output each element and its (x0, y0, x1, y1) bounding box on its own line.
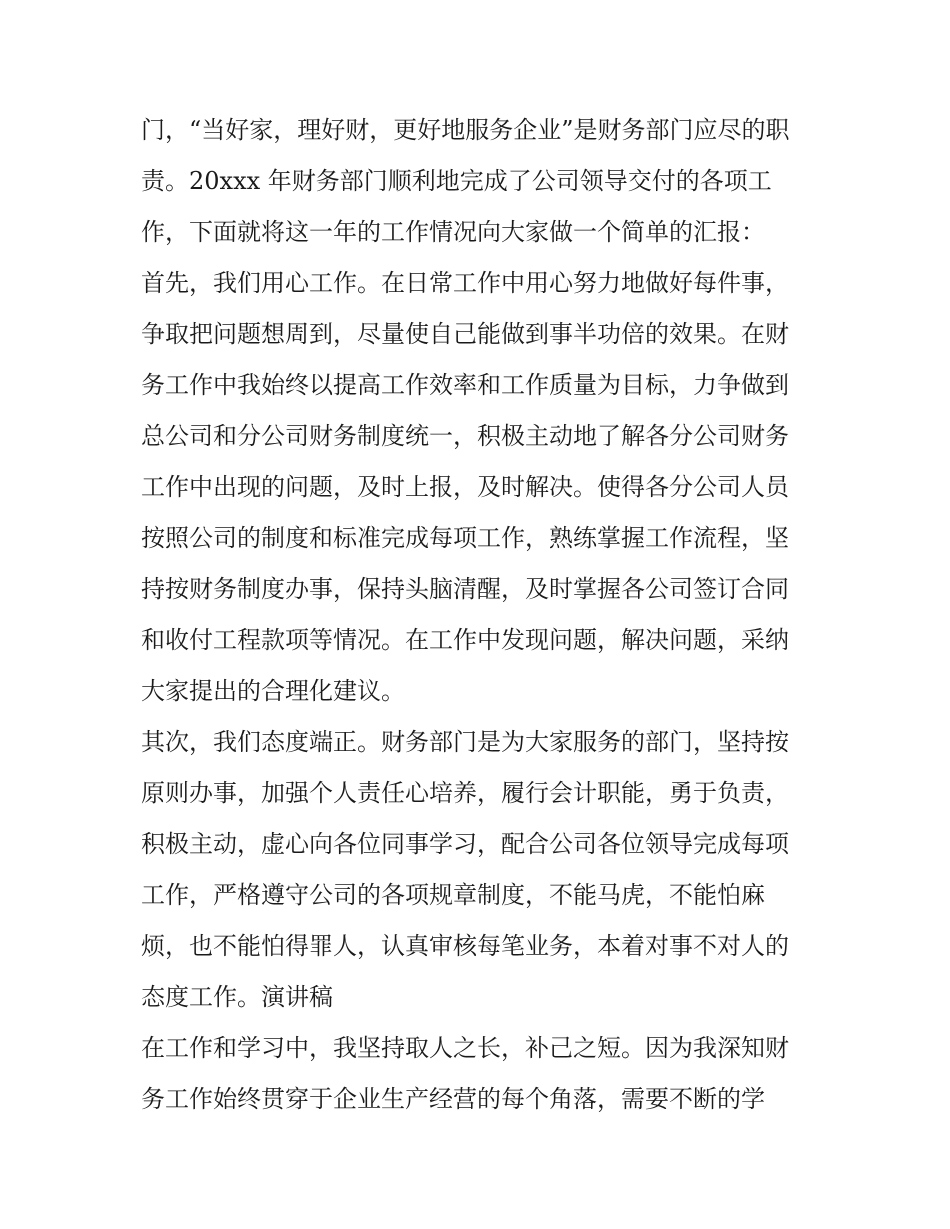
body-text (141, 105, 813, 1125)
text-line: 工作中出现的问题，及时上报，及时解决。使得各分公司人员 (141, 473, 789, 501)
text-line: 责。20xxx 年财务部门顺利地完成了公司领导交付的各项工 (141, 167, 772, 195)
text-line: 烦，也不能怕得罪人，认真审核每笔业务，本着对事不对人的 (141, 932, 789, 960)
text-line: 在工作和学习中，我坚持取人之长，补己之短。因为我深知财 (141, 1034, 789, 1062)
text-line: 务工作中我始终以提高工作效率和工作质量为目标，力争做到 (141, 371, 789, 399)
text-line: 积极主动，虚心向各位同事学习，配合公司各位领导完成每项 (141, 830, 789, 858)
text-line: 务工作始终贯穿于企业生产经营的每个角落，需要不断的学 (141, 1085, 765, 1113)
text-line: 首先，我们用心工作。在日常工作中用心努力地做好每件事， (141, 269, 789, 297)
text-line: 持按财务制度办事，保持头脑清醒，及时掌握各公司签订合同 (141, 575, 789, 603)
text-line: 按照公司的制度和标准完成每项工作，熟练掌握工作流程，坚 (141, 524, 789, 552)
text-line: 工作，严格遵守公司的各项规章制度，不能马虎，不能怕麻 (141, 881, 765, 909)
text-line: 态度工作。演讲稿 (141, 983, 333, 1011)
text-line: 大家提出的合理化建议。 (141, 677, 405, 705)
text-line: 和收付工程款项等情况。在工作中发现问题，解决问题，采纳 (141, 626, 789, 654)
text-line: 其次，我们态度端正。财务部门是为大家服务的部门，坚持按 (141, 728, 789, 756)
text-line: 争取把问题想周到，尽量使自己能做到事半功倍的效果。在财 (141, 320, 789, 348)
text-line: 原则办事，加强个人责任心培养，履行会计职能，勇于负责， (141, 779, 789, 807)
text-line: 总公司和分公司财务制度统一，积极主动地了解各分公司财务 (141, 422, 789, 450)
text-line: 作，下面就将这一年的工作情况向大家做一个简单的汇报： (141, 218, 765, 246)
text-line: 门，“当好家，理好财，更好地服务企业”是财务部门应尽的职 (141, 116, 790, 144)
